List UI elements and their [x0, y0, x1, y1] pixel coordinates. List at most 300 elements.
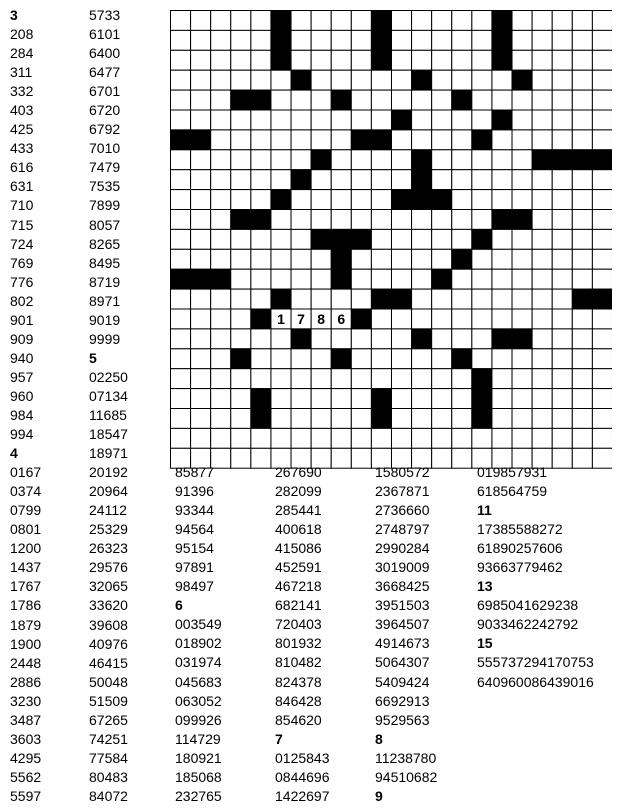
grid-cell[interactable]: [532, 329, 552, 349]
grid-cell[interactable]: [331, 448, 351, 468]
grid-cell[interactable]: [532, 369, 552, 389]
grid-cell[interactable]: [211, 389, 231, 409]
grid-cell[interactable]: [311, 249, 331, 269]
grid-cell[interactable]: [251, 190, 271, 210]
grid-cell[interactable]: [271, 110, 291, 130]
grid-cell[interactable]: [351, 50, 371, 70]
grid-cell[interactable]: [592, 369, 612, 389]
grid-cell[interactable]: [351, 170, 371, 190]
grid-cell[interactable]: [171, 150, 191, 170]
grid-cell[interactable]: [592, 11, 612, 31]
grid-cell[interactable]: [412, 289, 432, 309]
grid-cell[interactable]: [231, 389, 251, 409]
grid-cell[interactable]: [351, 70, 371, 90]
grid-cell[interactable]: [191, 190, 211, 210]
grid-cell[interactable]: [191, 329, 211, 349]
grid-cell[interactable]: [351, 90, 371, 110]
grid-cell[interactable]: [492, 389, 512, 409]
grid-cell[interactable]: [532, 289, 552, 309]
grid-cell[interactable]: [271, 150, 291, 170]
grid-cell[interactable]: [251, 428, 271, 448]
grid-cell[interactable]: [412, 428, 432, 448]
grid-cell[interactable]: [452, 269, 472, 289]
grid-cell[interactable]: [472, 150, 492, 170]
grid-cell[interactable]: [572, 170, 592, 190]
grid-cell[interactable]: [291, 409, 311, 429]
grid-cell[interactable]: [251, 130, 271, 150]
grid-cell[interactable]: [432, 90, 452, 110]
grid-cell[interactable]: [171, 249, 191, 269]
grid-cell[interactable]: [291, 349, 311, 369]
grid-cell[interactable]: [552, 269, 572, 289]
grid-cell[interactable]: [391, 269, 411, 289]
grid-cell[interactable]: [291, 210, 311, 230]
grid-cell[interactable]: [472, 210, 492, 230]
grid-cell[interactable]: [472, 70, 492, 90]
grid-cell[interactable]: [492, 249, 512, 269]
grid-cell[interactable]: [351, 369, 371, 389]
grid-cell[interactable]: [251, 289, 271, 309]
grid-cell[interactable]: [532, 229, 552, 249]
grid-cell[interactable]: [452, 190, 472, 210]
grid-cell[interactable]: [391, 229, 411, 249]
grid-cell[interactable]: [391, 170, 411, 190]
grid-cell[interactable]: [532, 90, 552, 110]
grid-cell[interactable]: [452, 70, 472, 90]
grid-cell[interactable]: [432, 70, 452, 90]
grid-cell[interactable]: [371, 369, 391, 389]
grid-cell[interactable]: [251, 448, 271, 468]
grid-cell[interactable]: [351, 269, 371, 289]
grid-cell[interactable]: [331, 389, 351, 409]
grid-cell[interactable]: [171, 409, 191, 429]
grid-cell[interactable]: [572, 249, 592, 269]
grid-cell[interactable]: [211, 70, 231, 90]
grid-cell[interactable]: [572, 11, 592, 31]
grid-cell[interactable]: [171, 389, 191, 409]
grid-cell[interactable]: [512, 110, 532, 130]
grid-cell[interactable]: [371, 150, 391, 170]
grid-cell[interactable]: [592, 249, 612, 269]
grid-cell[interactable]: [331, 428, 351, 448]
grid-cell[interactable]: [391, 349, 411, 369]
grid-cell[interactable]: [231, 110, 251, 130]
grid-cell[interactable]: [331, 170, 351, 190]
puzzle-grid[interactable]: [170, 10, 612, 472]
grid-cell[interactable]: [211, 428, 231, 448]
grid-cell[interactable]: [532, 11, 552, 31]
grid-cell[interactable]: [512, 150, 532, 170]
grid-cell[interactable]: [191, 309, 211, 329]
grid-cell[interactable]: [552, 428, 572, 448]
grid-cell[interactable]: [552, 170, 572, 190]
grid-cell[interactable]: [452, 170, 472, 190]
grid-cell[interactable]: [371, 170, 391, 190]
grid-cell[interactable]: [512, 349, 532, 369]
grid-cell[interactable]: [512, 30, 532, 50]
grid-cell[interactable]: [291, 369, 311, 389]
grid-cell[interactable]: [231, 448, 251, 468]
grid-cell[interactable]: [532, 269, 552, 289]
grid-cell[interactable]: [371, 309, 391, 329]
grid-cell[interactable]: [391, 70, 411, 90]
grid-cell[interactable]: [351, 110, 371, 130]
grid-cell[interactable]: [351, 349, 371, 369]
grid-cell[interactable]: [452, 229, 472, 249]
grid-cell[interactable]: [371, 70, 391, 90]
grid-cell[interactable]: [191, 150, 211, 170]
grid-cell[interactable]: [211, 90, 231, 110]
grid-cell[interactable]: [572, 389, 592, 409]
grid-cell[interactable]: [251, 150, 271, 170]
grid-cell[interactable]: [512, 50, 532, 70]
grid-cell[interactable]: [211, 50, 231, 70]
grid-cell[interactable]: [211, 349, 231, 369]
grid-cell[interactable]: [171, 30, 191, 50]
grid-cell[interactable]: [291, 389, 311, 409]
grid-cell[interactable]: [592, 309, 612, 329]
grid-cell[interactable]: [532, 70, 552, 90]
grid-cell[interactable]: [211, 210, 231, 230]
grid-cell[interactable]: [512, 229, 532, 249]
grid-cell[interactable]: [391, 409, 411, 429]
grid-cell[interactable]: [311, 389, 331, 409]
grid-cell[interactable]: [331, 11, 351, 31]
grid-cell[interactable]: [412, 269, 432, 289]
grid-cell[interactable]: [211, 409, 231, 429]
grid-cell[interactable]: [231, 11, 251, 31]
grid-cell[interactable]: [171, 70, 191, 90]
grid-cell[interactable]: [291, 50, 311, 70]
grid-cell[interactable]: [331, 70, 351, 90]
grid-cell[interactable]: [291, 249, 311, 269]
grid-cell[interactable]: [211, 249, 231, 269]
grid-cell[interactable]: [552, 11, 572, 31]
grid-cell[interactable]: [171, 289, 191, 309]
grid-cell[interactable]: [171, 329, 191, 349]
grid-cell[interactable]: [291, 11, 311, 31]
grid-cell[interactable]: [371, 249, 391, 269]
grid-cell[interactable]: [211, 110, 231, 130]
grid-cell[interactable]: [331, 369, 351, 389]
grid-cell[interactable]: [412, 309, 432, 329]
grid-cell[interactable]: [572, 30, 592, 50]
grid-cell[interactable]: [592, 110, 612, 130]
grid-cell[interactable]: [291, 30, 311, 50]
grid-cell[interactable]: [351, 30, 371, 50]
grid-cell[interactable]: [311, 428, 331, 448]
grid-cell[interactable]: [472, 90, 492, 110]
grid-cell[interactable]: [572, 309, 592, 329]
grid-cell[interactable]: [572, 210, 592, 230]
grid-cell[interactable]: [452, 448, 472, 468]
grid-cell[interactable]: [492, 190, 512, 210]
grid-cell[interactable]: [452, 210, 472, 230]
grid-cell[interactable]: [231, 150, 251, 170]
grid-cell[interactable]: [492, 130, 512, 150]
grid-cell[interactable]: [592, 229, 612, 249]
grid-cell[interactable]: [311, 349, 331, 369]
grid-cell[interactable]: [271, 210, 291, 230]
grid-cell[interactable]: [251, 110, 271, 130]
grid-cell[interactable]: [532, 249, 552, 269]
grid-cell[interactable]: [311, 289, 331, 309]
grid-cell[interactable]: [552, 190, 572, 210]
grid-cell[interactable]: [391, 210, 411, 230]
grid-cell[interactable]: [171, 349, 191, 369]
grid-cell[interactable]: [492, 309, 512, 329]
grid-cell[interactable]: [472, 269, 492, 289]
grid-cell[interactable]: [492, 90, 512, 110]
grid-cell[interactable]: [331, 190, 351, 210]
grid-cell[interactable]: [311, 409, 331, 429]
grid-cell[interactable]: [432, 150, 452, 170]
grid-cell[interactable]: [211, 289, 231, 309]
grid-cell[interactable]: [191, 229, 211, 249]
grid-cell[interactable]: [492, 428, 512, 448]
grid-cell[interactable]: [592, 50, 612, 70]
grid-cell[interactable]: [592, 90, 612, 110]
grid-cell[interactable]: [351, 329, 371, 349]
grid-cell[interactable]: [291, 269, 311, 289]
grid-cell[interactable]: [572, 90, 592, 110]
grid-cell[interactable]: [412, 210, 432, 230]
grid-cell[interactable]: [251, 369, 271, 389]
grid-cell[interactable]: [331, 110, 351, 130]
grid-cell[interactable]: [452, 150, 472, 170]
grid-cell[interactable]: [271, 90, 291, 110]
grid-cell[interactable]: [171, 170, 191, 190]
grid-cell[interactable]: [452, 389, 472, 409]
grid-cell[interactable]: [552, 229, 572, 249]
grid-cell[interactable]: [432, 11, 452, 31]
grid-cell[interactable]: [331, 329, 351, 349]
grid-cell[interactable]: [532, 190, 552, 210]
grid-cell[interactable]: [391, 150, 411, 170]
grid-cell[interactable]: [171, 110, 191, 130]
grid-cell[interactable]: [171, 210, 191, 230]
grid-cell[interactable]: [572, 190, 592, 210]
grid-cell[interactable]: [351, 428, 371, 448]
grid-cell[interactable]: [492, 150, 512, 170]
grid-cell[interactable]: [391, 369, 411, 389]
grid-cell[interactable]: [412, 110, 432, 130]
grid-cell[interactable]: [211, 369, 231, 389]
grid-cell[interactable]: [472, 349, 492, 369]
grid-cell[interactable]: [552, 90, 572, 110]
grid-cell[interactable]: [432, 389, 452, 409]
grid-cell[interactable]: [432, 249, 452, 269]
grid-cell[interactable]: [592, 329, 612, 349]
grid-cell[interactable]: [171, 11, 191, 31]
grid-cell[interactable]: [231, 249, 251, 269]
grid-cell[interactable]: [552, 249, 572, 269]
grid-cell[interactable]: [391, 50, 411, 70]
grid-cell[interactable]: [532, 210, 552, 230]
grid-cell[interactable]: [311, 11, 331, 31]
grid-cell[interactable]: [231, 190, 251, 210]
grid-cell[interactable]: [492, 349, 512, 369]
grid-cell[interactable]: [512, 170, 532, 190]
grid-cell[interactable]: [271, 349, 291, 369]
grid-cell[interactable]: [592, 428, 612, 448]
grid-cell[interactable]: [592, 210, 612, 230]
grid-cell[interactable]: [432, 30, 452, 50]
grid-cell[interactable]: [412, 409, 432, 429]
grid-cell[interactable]: [452, 50, 472, 70]
grid-cell[interactable]: [452, 110, 472, 130]
grid-cell[interactable]: [512, 369, 532, 389]
grid-cell[interactable]: [452, 30, 472, 50]
grid-cell[interactable]: [351, 289, 371, 309]
grid-cell[interactable]: [412, 50, 432, 70]
grid-cell[interactable]: [351, 389, 371, 409]
grid-cell[interactable]: [251, 249, 271, 269]
grid-cell[interactable]: [472, 190, 492, 210]
grid-cell[interactable]: [251, 70, 271, 90]
grid-cell[interactable]: [331, 289, 351, 309]
grid-cell[interactable]: [311, 369, 331, 389]
grid-cell[interactable]: [472, 309, 492, 329]
grid-cell[interactable]: [472, 428, 492, 448]
grid-cell[interactable]: [211, 30, 231, 50]
grid-cell[interactable]: [452, 428, 472, 448]
grid-cell[interactable]: [371, 210, 391, 230]
grid-cell[interactable]: [412, 369, 432, 389]
grid-cell[interactable]: [391, 309, 411, 329]
grid-cell[interactable]: [552, 289, 572, 309]
grid-cell[interactable]: [512, 389, 532, 409]
grid-cell[interactable]: [211, 11, 231, 31]
grid-cell[interactable]: [231, 289, 251, 309]
grid-cell[interactable]: [291, 110, 311, 130]
grid-cell[interactable]: [191, 389, 211, 409]
grid-cell[interactable]: [331, 150, 351, 170]
grid-cell[interactable]: [432, 289, 452, 309]
grid-cell[interactable]: [532, 170, 552, 190]
grid-cell[interactable]: [271, 70, 291, 90]
grid-cell[interactable]: [351, 210, 371, 230]
grid-cell[interactable]: [391, 428, 411, 448]
grid-cell[interactable]: [552, 369, 572, 389]
grid-cell[interactable]: [432, 229, 452, 249]
grid-cell[interactable]: [572, 409, 592, 429]
grid-cell[interactable]: [432, 309, 452, 329]
grid-cell[interactable]: [271, 428, 291, 448]
grid-cell[interactable]: [572, 428, 592, 448]
grid-cell[interactable]: [572, 110, 592, 130]
grid-cell[interactable]: [512, 309, 532, 329]
grid-cell[interactable]: [391, 389, 411, 409]
grid-cell[interactable]: [572, 349, 592, 369]
grid-cell[interactable]: [371, 229, 391, 249]
grid-cell[interactable]: [532, 110, 552, 130]
grid-cell[interactable]: [271, 269, 291, 289]
grid-cell[interactable]: [371, 329, 391, 349]
grid-cell[interactable]: [271, 329, 291, 349]
grid-cell[interactable]: [572, 50, 592, 70]
grid-cell[interactable]: [512, 289, 532, 309]
grid-cell[interactable]: [351, 190, 371, 210]
grid-cell[interactable]: [371, 90, 391, 110]
grid-cell[interactable]: [572, 329, 592, 349]
grid-cell[interactable]: [432, 170, 452, 190]
grid-cell[interactable]: [391, 329, 411, 349]
grid-cell[interactable]: [532, 349, 552, 369]
grid-cell[interactable]: [211, 309, 231, 329]
grid-cell[interactable]: [532, 130, 552, 150]
grid-cell[interactable]: [452, 329, 472, 349]
grid-cell[interactable]: [231, 329, 251, 349]
grid-cell[interactable]: [592, 170, 612, 190]
grid-cell[interactable]: [532, 30, 552, 50]
grid-cell[interactable]: [592, 30, 612, 50]
grid-cell[interactable]: [452, 369, 472, 389]
grid-cell[interactable]: [251, 11, 271, 31]
grid-cell[interactable]: [251, 269, 271, 289]
grid-cell[interactable]: [171, 229, 191, 249]
grid-cell[interactable]: [412, 349, 432, 369]
grid-cell[interactable]: [412, 30, 432, 50]
grid-cell[interactable]: [412, 90, 432, 110]
grid-cell[interactable]: [331, 409, 351, 429]
grid-cell[interactable]: [191, 170, 211, 190]
grid-cell[interactable]: [311, 70, 331, 90]
grid-cell[interactable]: [492, 289, 512, 309]
grid-cell[interactable]: [231, 269, 251, 289]
grid-cell[interactable]: [311, 50, 331, 70]
grid-cell[interactable]: [291, 190, 311, 210]
grid-cell[interactable]: [472, 30, 492, 50]
grid-cell[interactable]: [231, 30, 251, 50]
grid-cell[interactable]: [351, 249, 371, 269]
grid-cell[interactable]: [211, 329, 231, 349]
grid-cell[interactable]: [291, 229, 311, 249]
grid-cell[interactable]: [211, 229, 231, 249]
grid-cell[interactable]: [191, 90, 211, 110]
grid-cell[interactable]: [552, 309, 572, 329]
grid-cell[interactable]: [391, 90, 411, 110]
grid-cell[interactable]: [351, 11, 371, 31]
grid-cell[interactable]: [592, 349, 612, 369]
grid-cell[interactable]: [472, 289, 492, 309]
grid-cell[interactable]: [171, 369, 191, 389]
grid-cell[interactable]: [391, 30, 411, 50]
grid-cell[interactable]: [231, 170, 251, 190]
grid-cell[interactable]: [572, 130, 592, 150]
grid-cell[interactable]: [512, 269, 532, 289]
grid-cell[interactable]: [432, 130, 452, 150]
grid-cell[interactable]: [512, 249, 532, 269]
grid-cell[interactable]: [231, 369, 251, 389]
grid-cell[interactable]: [211, 150, 231, 170]
grid-cell[interactable]: [492, 409, 512, 429]
grid-cell[interactable]: [512, 190, 532, 210]
grid-cell[interactable]: [432, 349, 452, 369]
grid-cell[interactable]: [171, 309, 191, 329]
grid-cell[interactable]: [412, 130, 432, 150]
grid-cell[interactable]: [191, 428, 211, 448]
grid-cell[interactable]: [331, 130, 351, 150]
grid-cell[interactable]: [191, 409, 211, 429]
grid-cell[interactable]: [191, 110, 211, 130]
grid-cell[interactable]: [492, 369, 512, 389]
grid-cell[interactable]: [311, 110, 331, 130]
grid-cell[interactable]: [552, 409, 572, 429]
grid-cell[interactable]: [492, 70, 512, 90]
grid-cell[interactable]: [371, 349, 391, 369]
grid-cell[interactable]: [311, 210, 331, 230]
